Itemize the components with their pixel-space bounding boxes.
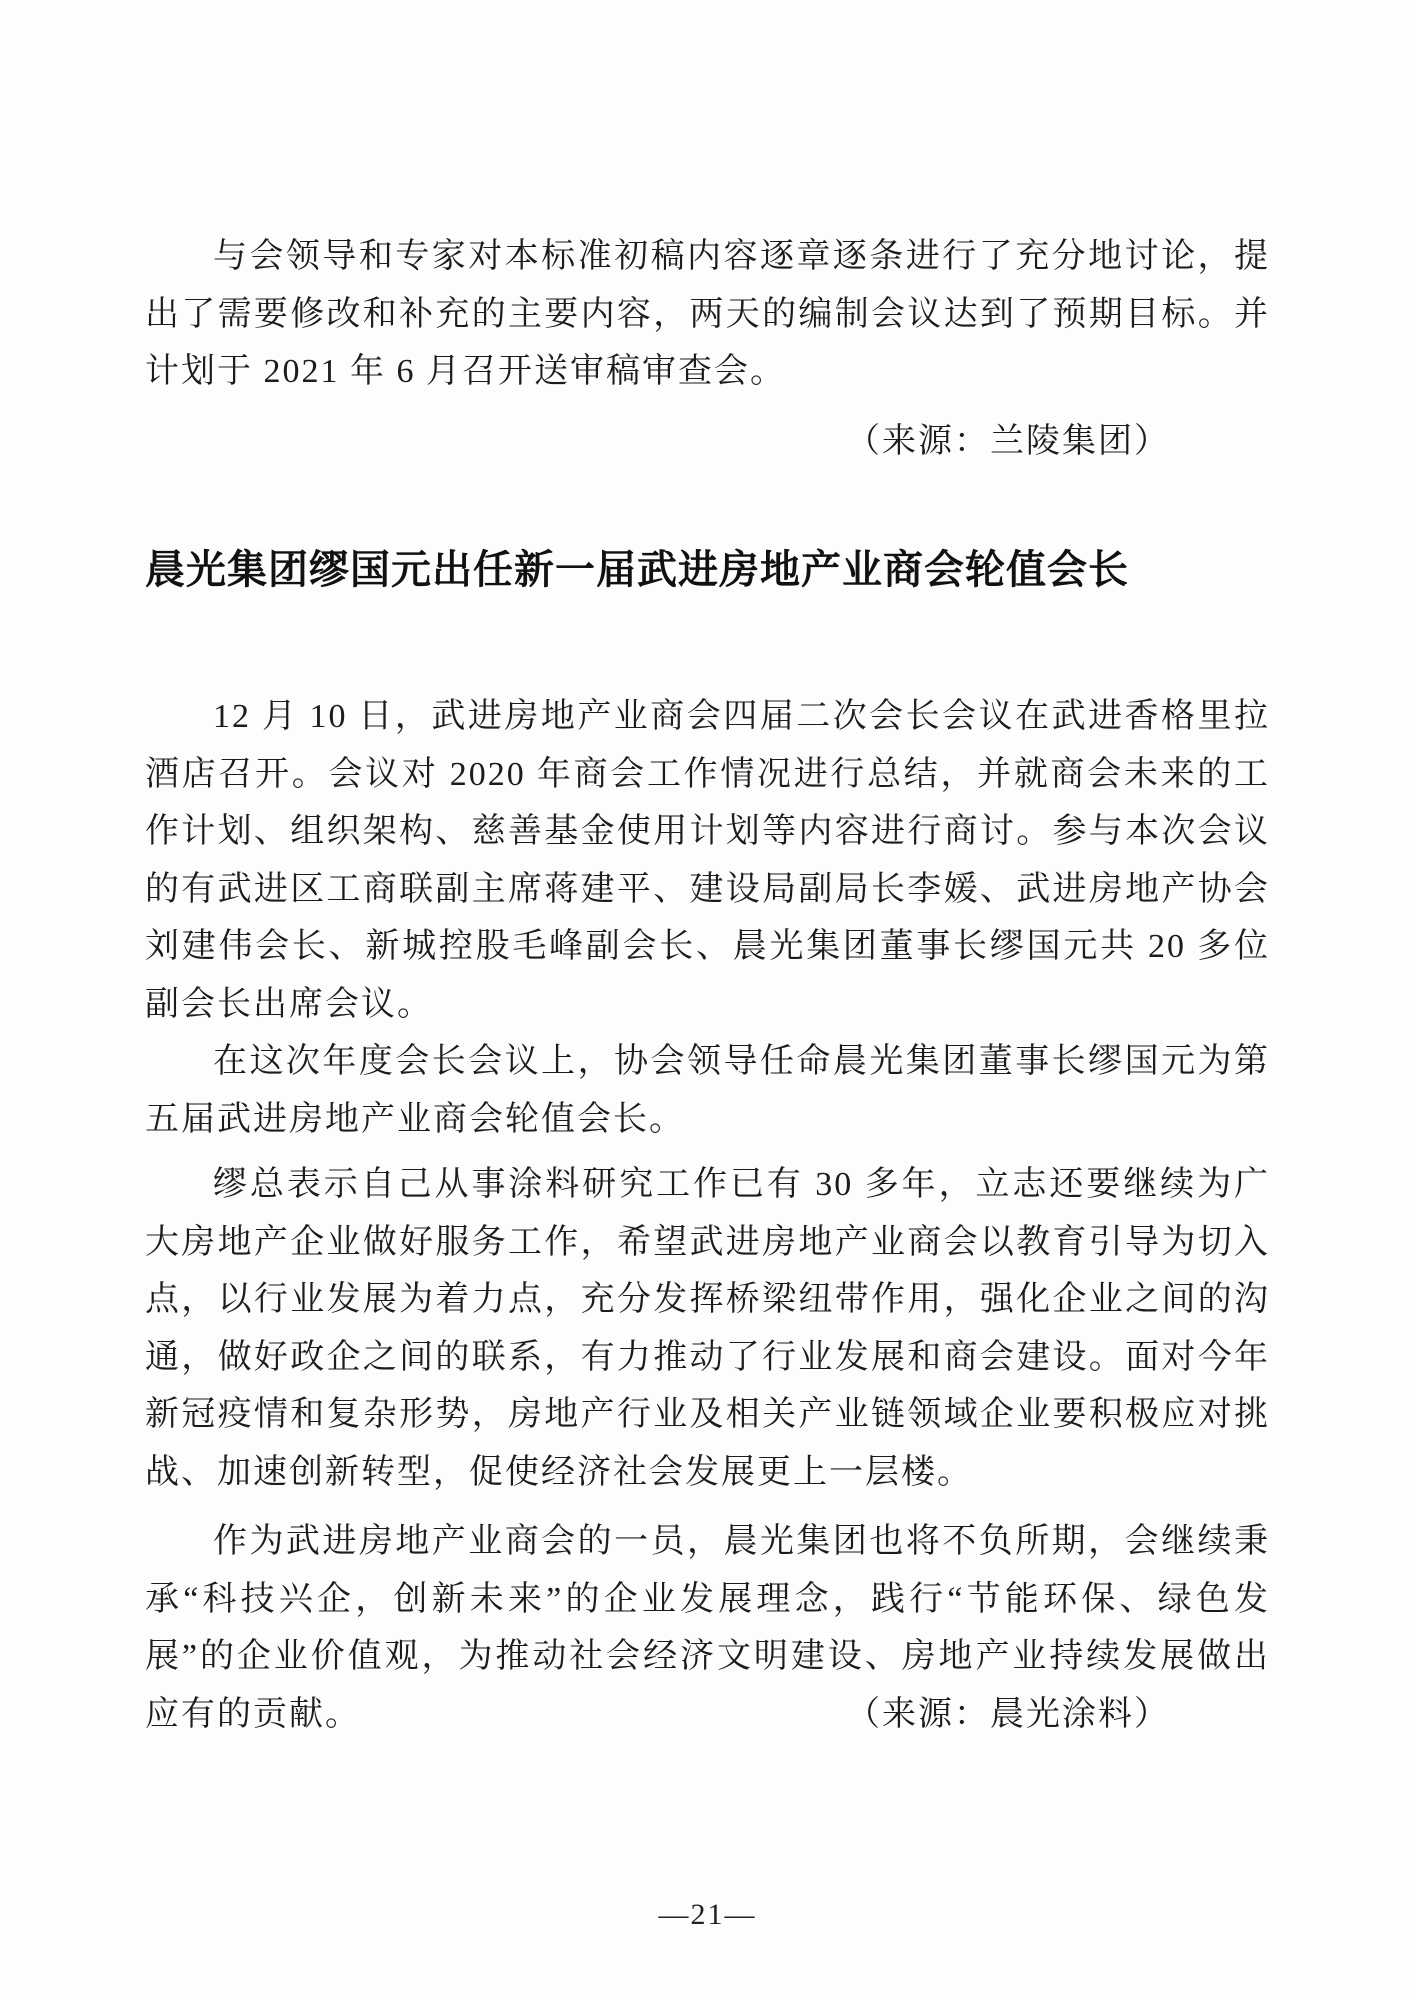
previous-article-source: （来源：兰陵集团） <box>846 422 1170 460</box>
article-paragraph-1: 12 月 10 日，武进房地产业商会四届二次会长会议在武进香格里拉酒店召开。会议对 2020 年商会工作情况进行总结，并就商会未来的工作计划、组织架构、慈善基金使用计划等内容进行商讨。参与本次会议的有武进区工商联副主席蒋建平、建设局副局长李媛、武进房地产协会刘建伟会长、新城控股毛峰副会长、晨光集团董事长缪国元共 20 多位副会长出席会议。 <box>145 698 1270 1023</box>
page-number: —21— <box>658 1898 757 1931</box>
article-paragraph-3: 缪总表示自己从事涂料研究工作已有 30 多年，立志还要继续为广大房地产企业做好服务工作，希望武进房地产业商会以教育引导为切入点，以行业发展为着力点，充分发挥桥梁纽带作用，强化企业之间的沟通，做好政企之间的联系，有力推动了行业发展和商会建设。面对今年新冠疫情和复杂形势，房地产行业及相关产业链领域企业要积极应对挑战、加速创新转型，促使经济社会发展更上一层楼。 <box>145 1166 1270 1491</box>
article-paragraph-2: 在这次年度会长会议上，协会领导任命晨光集团董事长缪国元为第五届武进房地产业商会轮值会长。 <box>145 1043 1270 1138</box>
previous-article-closing-paragraph: 与会领导和专家对本标准初稿内容逐章逐条进行了充分地讨论，提出了需要修改和补充的主要内容，两天的编制会议达到了预期目标。并计划于 2021 年 6 月召开送审稿审查会。 <box>145 238 1270 390</box>
article-source: （来源：晨光涂料） <box>846 1695 1170 1733</box>
article-title: 晨光集团缪国元出任新一届武进房地产业商会轮值会长 <box>145 547 1129 592</box>
article-paragraph-4: 作为武进房地产业商会的一员，晨光集团也将不负所期，会继续秉承“科技兴企，创新未来”的企业发展理念，践行“节能环保、绿色发展”的企业价值观，为推动社会经济文明建设、房地产业持续发展做出应有的贡献。 <box>145 1523 1270 1733</box>
